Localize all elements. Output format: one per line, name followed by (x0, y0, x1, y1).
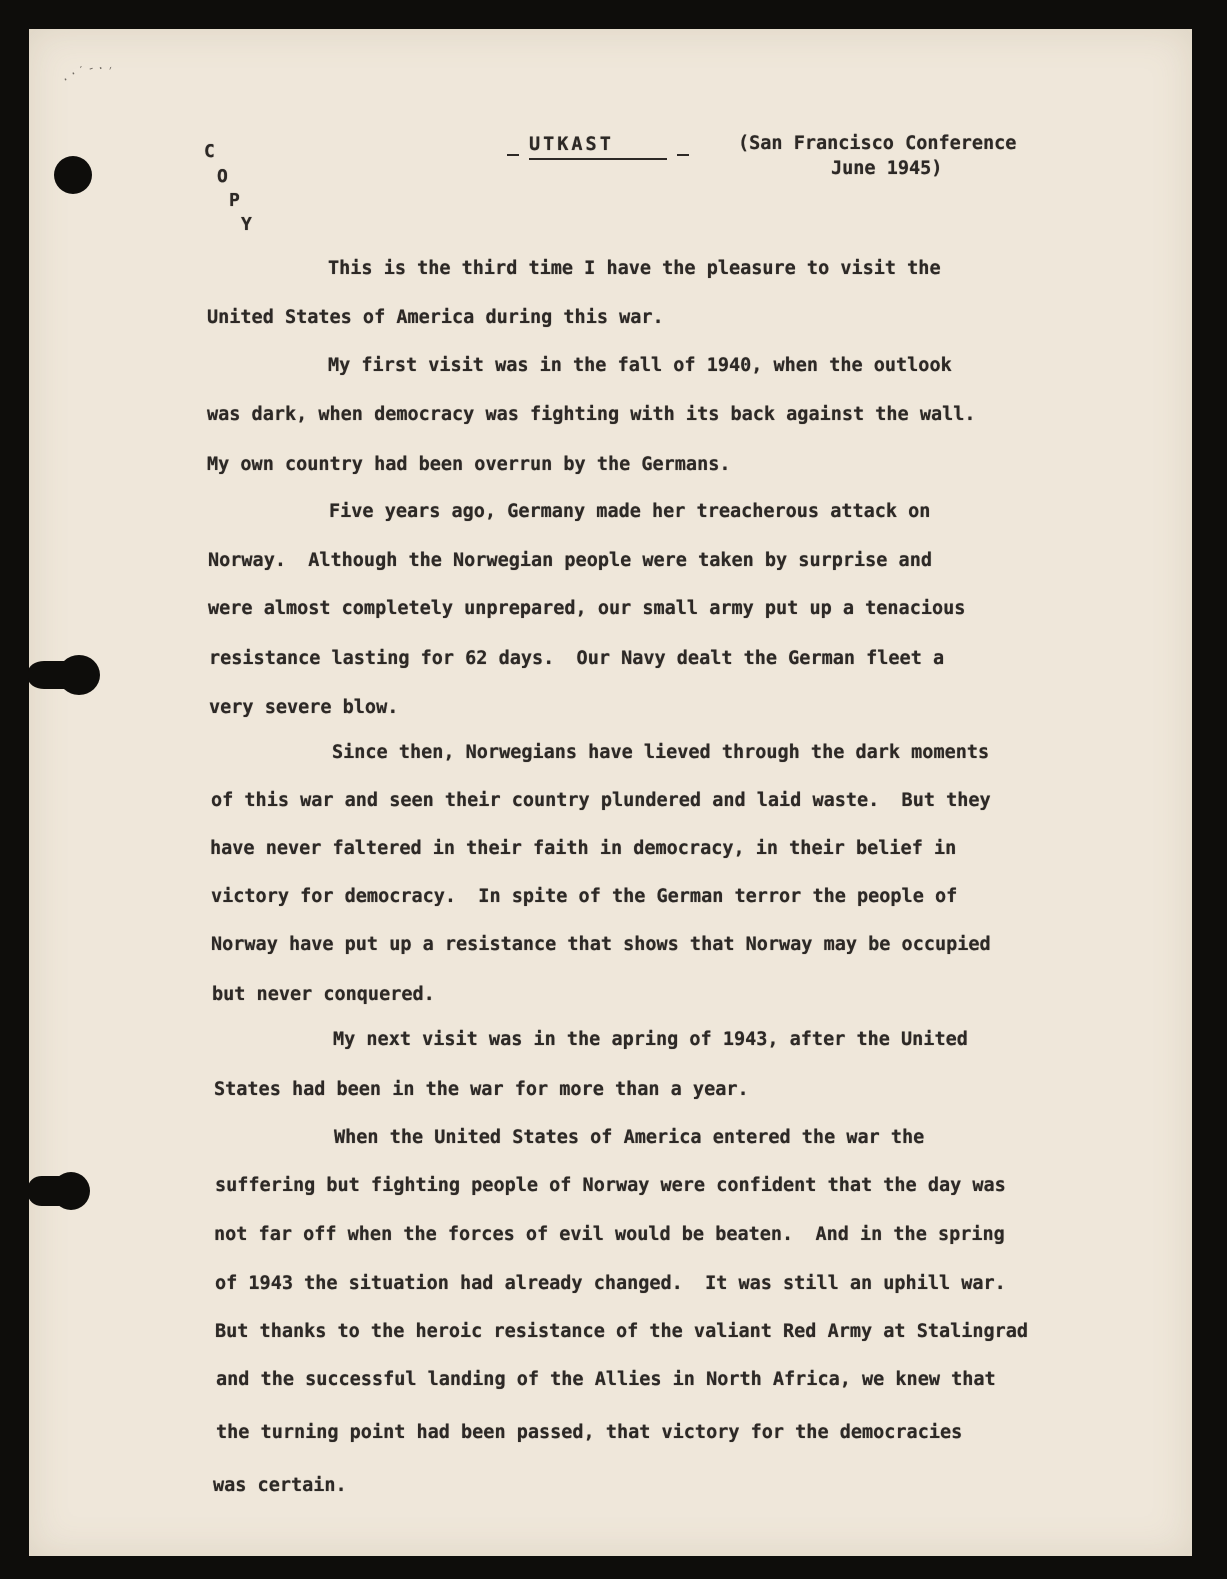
body-line: Since then, Norwegians have lieved through the dark moments (332, 742, 990, 763)
copy-letter: P (229, 190, 240, 211)
body-line: When the United States of America entered the war the (334, 1127, 925, 1148)
title-dash (677, 154, 689, 156)
conference-note-line1: (San Francisco Conference (738, 133, 1017, 154)
body-line: was dark, when democracy was fighting with its back against the wall. (207, 404, 976, 425)
body-line: the turning point had been passed, that victory for the democracies (216, 1422, 963, 1443)
title-dash (507, 154, 519, 156)
copy-letter: O (217, 166, 228, 187)
body-line: Norway have put up a resistance that shows that Norway may be occupied (211, 934, 991, 955)
body-line: but never conquered. (212, 984, 435, 1005)
body-line: States had been in the war for more than a year. (214, 1079, 749, 1100)
body-line: and the successful landing of the Allies in North Africa, we knew that (216, 1369, 996, 1390)
punch-hole (58, 655, 100, 695)
body-line: of this war and seen their country plundered and laid waste. But they (211, 790, 991, 811)
body-line: Five years ago, Germany made her treacherous attack on (329, 501, 931, 522)
body-line: United States of America during this war. (207, 307, 664, 328)
body-line: My first visit was in the fall of 1940, when the outlook (328, 355, 952, 376)
body-line: My own country had been overrun by the Germans. (207, 454, 731, 475)
body-line: was certain. (213, 1475, 347, 1496)
body-line: My next visit was in the apring of 1943, after the United (333, 1029, 968, 1050)
body-line: resistance lasting for 62 days. Our Navy dealt the German fleet a (209, 648, 945, 669)
body-line: of 1943 the situation had already changed. It was still an uphill war. (215, 1273, 1006, 1294)
title-underline (529, 158, 667, 160)
conference-note-line2: June 1945) (831, 158, 943, 179)
copy-letter: C (204, 141, 215, 162)
body-line: were almost completely unprepared, our small army put up a tenacious (208, 598, 966, 619)
punch-hole (54, 156, 92, 194)
body-line: suffering but fighting people of Norway were confident that the day was (215, 1175, 1006, 1196)
body-line: But thanks to the heroic resistance of the valiant Red Army at Stalingrad (215, 1321, 1029, 1342)
body-line: very severe blow. (209, 697, 399, 718)
copy-letter: Y (241, 214, 252, 235)
body-line: victory for democracy. In spite of the German terror the people of (211, 886, 958, 907)
ink-speck: .·ˊ-.ˏ (59, 53, 116, 85)
document-title: UTKAST (529, 134, 614, 155)
punch-hole (52, 1172, 90, 1210)
body-line: Norway. Although the Norwegian people were taken by surprise and (208, 550, 932, 571)
body-line: have never faltered in their faith in democracy, in their belief in (210, 838, 957, 859)
body-line: not far off when the forces of evil would be beaten. And in the spring (214, 1224, 1005, 1245)
body-line: This is the third time I have the pleasure to visit the (328, 258, 941, 279)
